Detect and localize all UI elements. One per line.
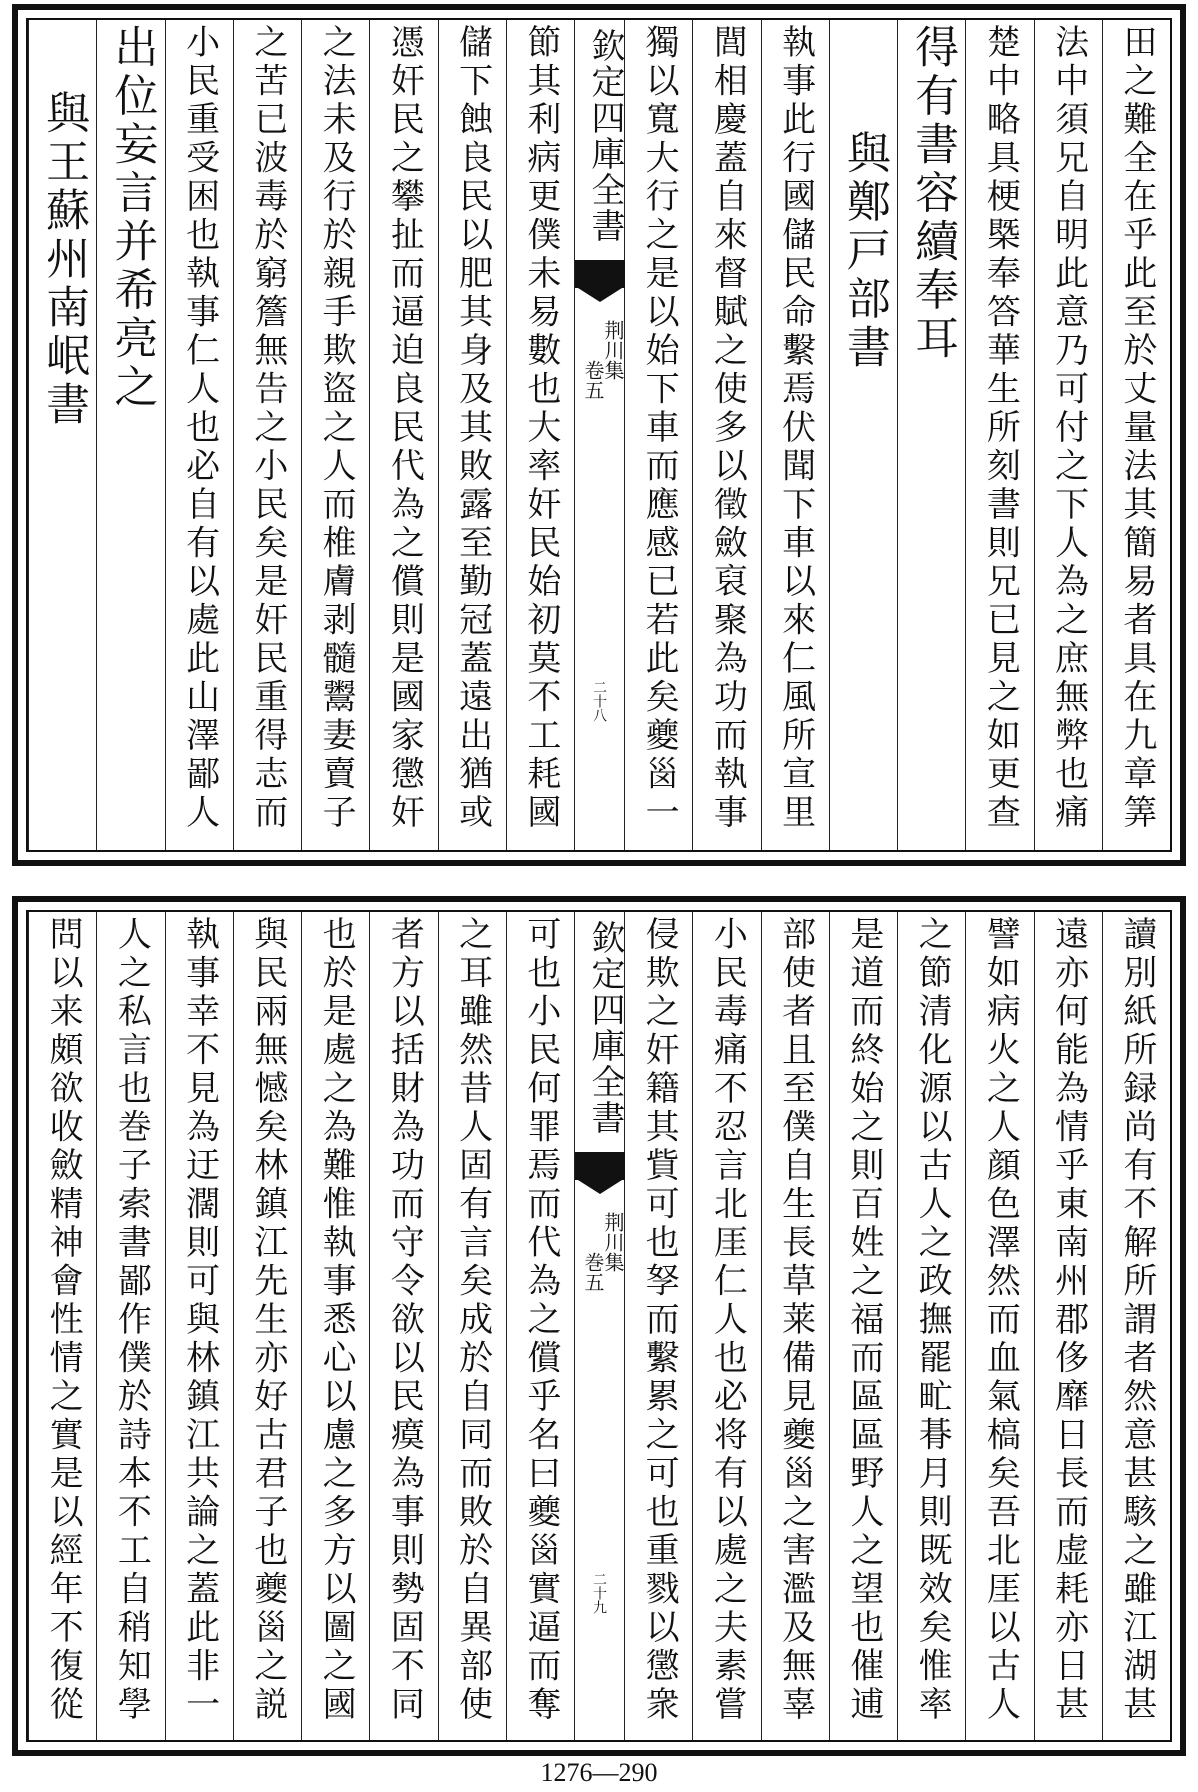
column-text: 法中須兄自明此意乃可付之下人為之庶無弊也痛 [1048,24,1089,833]
column-text: 之法未及行於親手欺盜之人而椎膚剥髓鬻妻賣子 [316,24,357,833]
top-page-body [26,18,1172,852]
text-column [438,20,507,850]
text-column [1102,912,1171,1740]
bottom-page [12,896,1186,1756]
text-column [1102,20,1171,850]
center-gutter [574,912,625,1740]
gutter-library-title: 欽定四庫全書 [585,28,625,244]
column-text: 之耳雖然昔人固有言矣成於自同而敗於自異部使 [452,916,493,1725]
column-text: 儲下蝕良民以肥其身及其敗露至勤冠蓋遠出猶或 [452,24,493,833]
text-column [965,912,1034,1740]
column-text: 侵欺之奸籍其貲可也孥而繫累之可也重戮以懲衆 [639,916,680,1725]
gutter-volume: 巻五 [581,1252,605,1292]
text-column [369,20,438,850]
column-text: 譬如病火之人顔色澤然而血氣槁矣吾北厓以古人 [980,916,1021,1725]
gutter-volume: 卷五 [581,360,605,400]
bottom-page-body [26,910,1172,1742]
text-column [1034,912,1103,1740]
column-text: 可也小民何罪焉而代為之償乎名曰夔𡿺實逼而奪 [520,916,561,1725]
text-column [301,912,370,1740]
text-column [624,20,693,850]
column-text: 憑奸民之攀扯而逼迫良民代為之償則是國家懲奸 [384,24,425,833]
center-gutter [574,20,625,850]
text-column [28,20,97,850]
column-text: 小民毒痛不忍言北厓仁人也必将有以處之夫素嘗 [707,916,748,1725]
column-text: 讀別紙所録尚有不解所謂者然意甚駭之雖江湖甚 [1116,916,1157,1725]
text-column [692,912,761,1740]
text-column [506,20,575,850]
text-column [233,20,302,850]
column-text: 之節清化源以古人之政撫罷甿朞月則既效矣惟率 [912,916,953,1725]
gutter-book-title: 荆川集 [601,1212,625,1272]
text-column [369,912,438,1740]
text-column [761,20,830,850]
column-text: 楚中略具梗槩奉答華生所刻書則兄已見之如更查 [980,24,1021,833]
column-text: 也於是處之為難惟執事悉心以慮之多方以圖之國 [316,916,357,1725]
text-column [233,912,302,1740]
column-text: 之苦已波毒於窮簷無告之小民矣是奸民重得志而 [247,24,288,833]
text-column [897,20,966,850]
text-column [624,912,693,1740]
column-text: 得有書容續奉耳 [907,24,959,364]
fishtail-mark [575,1152,625,1180]
gutter-page-number: 二十九 [591,1572,607,1614]
text-column [761,912,830,1740]
text-column [829,20,898,850]
column-text: 節其利病更僕未易數也大率奸民始初莫不工耗國 [520,24,561,833]
column-text: 與鄭戸部書 [838,130,890,373]
column-text: 人之私言也巻子索書鄙作僕於詩本不工自稍知學 [111,916,152,1725]
column-text: 閭相慶蓋自來督賦之使多以徵斂裒聚為功而執事 [707,24,748,833]
column-text: 部使者且至僕自生長草莱備見夔𡿺之害濫及無辜 [775,916,816,1725]
column-text: 問以来頗欲收斂精神會性情之實是以經年不復從 [43,916,84,1725]
text-column [96,912,165,1740]
text-column [165,20,234,850]
top-page [12,4,1186,866]
text-column [96,20,165,850]
text-column [829,912,898,1740]
text-column [301,20,370,850]
column-text: 執事幸不見為迂濶則可與林鎮江共論之蓋此非一 [179,916,220,1725]
gutter-page-number: 二十八 [591,680,607,722]
column-text: 田之難全在乎此至於丈量法其簡易者具在九章筭 [1116,24,1157,833]
text-column [692,20,761,850]
column-text: 者方以括財為功而守令欲以民瘼為事則勢固不同 [384,916,425,1725]
column-text: 與王蘇州南岷書 [38,90,90,430]
page-footer-number: 1276—290 [540,1758,658,1787]
text-column [165,912,234,1740]
fishtail-mark [575,260,625,288]
column-text: 是道而終始之則百姓之福而區區野人之望也催逋 [843,916,884,1725]
text-column [438,912,507,1740]
column-text: 遠亦何能為情乎東南州郡侈靡日長而虚耗亦日甚 [1048,916,1089,1725]
column-text: 小民重受困也執事仁人也必自有以處此山澤鄙人 [179,24,220,833]
column-text: 獨以寬大行之是以始下車而應感已若此矣夔𡿺一 [639,24,680,833]
column-text: 出位妄言并希亮之 [106,24,158,412]
text-column [506,912,575,1740]
gutter-book-title: 荆川集 [601,320,625,380]
gutter-library-title: 欽定四庫全書 [585,920,625,1136]
text-column [965,20,1034,850]
text-column [1034,20,1103,850]
text-column [28,912,97,1740]
column-text: 執事此行國儲民命繫焉伏聞下車以來仁風所宣里 [775,24,816,833]
text-column [897,912,966,1740]
column-text: 與民兩無憾矣林鎮江先生亦好古君子也夔𡿺之説 [247,916,288,1725]
